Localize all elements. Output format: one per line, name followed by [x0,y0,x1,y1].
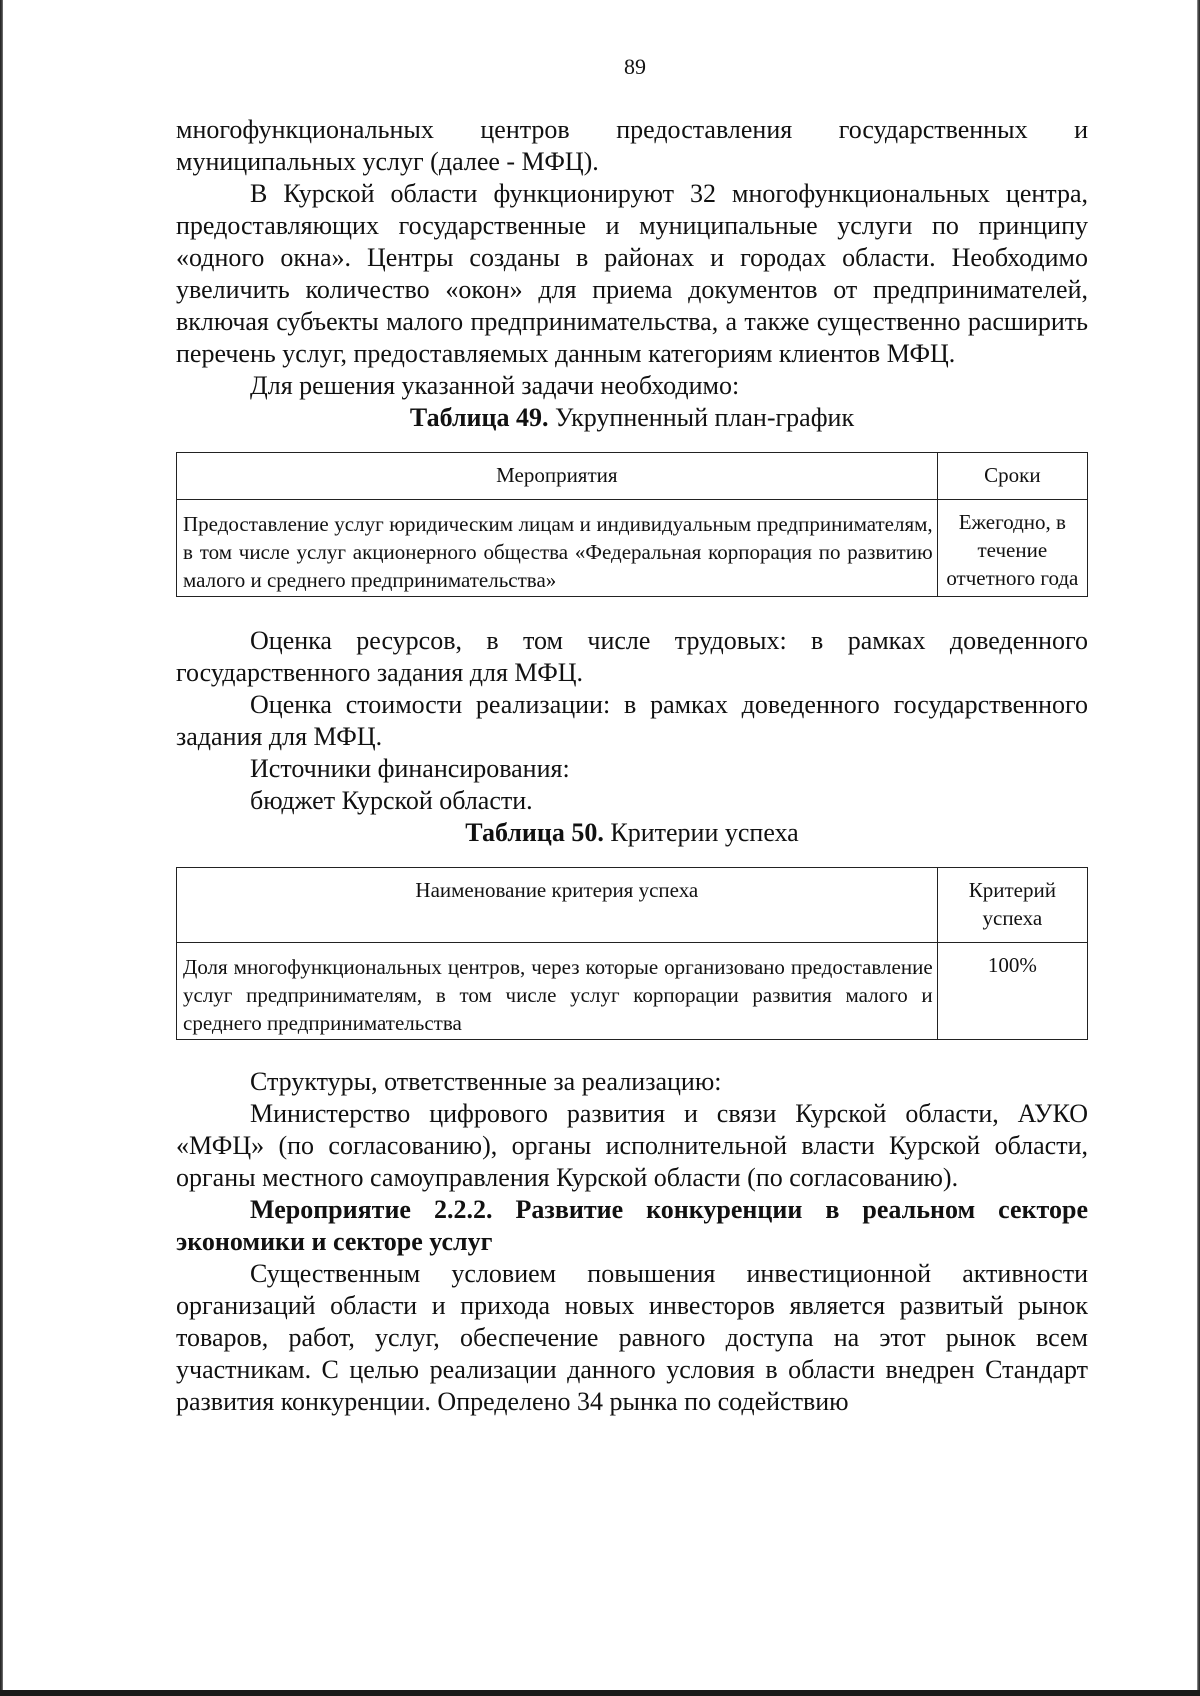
paragraph-task-lead: Для решения указанной задачи необходимо: [250,371,740,400]
table-row [177,500,1088,597]
paragraph-resources: Оценка ресурсов, в том числе трудовых: в рамках доведенного государственного задания для МФЦ. [176,626,1088,687]
page-number: 89 [624,54,646,79]
scan-left-edge [0,0,3,1696]
paragraph-responsible-list: Министерство цифрового развития и связи Курской области, АУКО «МФЦ» (по согласованию), органы исполнительной власти Курской области, органы местного самоуправления Курской области (по согласованию). [176,1099,1088,1192]
table-header-cell: Сроки [937,453,1087,500]
document-body [176,114,1088,1418]
table-50-caption-number: Таблица 50. [465,818,604,847]
paragraph-kursk-mfc: В Курской области функционируют 32 многофункциональных центра, предоставляющих государственные и муниципальные услуги по принципу «одного окна». Центры созданы в районах и городах области. Необходимо увеличить количество «окон» для приема документов от предпринимателей, включая субъекты малого предпринимательства, а также существенно расширить перечень услуг, предоставляемых данным категориям клиентов МФЦ. [176,179,1088,368]
scan-bottom-edge [0,1690,1200,1696]
section-heading: Мероприятие 2.2.2. Развитие конкуренции в реальном секторе экономики и секторе услуг [176,1195,1088,1256]
table-header-cell: Мероприятия [177,453,938,500]
table-cell-measure: Предоставление услуг юридическим лицам и индивидуальным предпринимателям, в том числе услуг акционерного общества «Федеральная корпорация по развитию малого и среднего предпринимательства» [177,500,938,597]
table-49-schedule [176,452,1088,597]
table-header-row [177,453,1088,500]
table-cell-term: Ежегодно, в течение отчетного года [937,500,1087,597]
table-50-caption-title: Критерии успеха [603,818,799,847]
table-cell-value: 100% [937,943,1087,1040]
table-49-caption [176,402,1088,434]
paragraph-mfc-intro: многофункциональных центров предоставления государственных и муниципальных услуг (далее - МФЦ). [176,115,1088,176]
table-header-cell: Наименование критерия успеха [177,868,938,943]
paragraph-funding-label: Источники финансирования: [250,754,570,783]
table-49-caption-number: Таблица 49. [409,403,549,432]
paragraph-cost: Оценка стоимости реализации: в рамках доведенного государственного задания для МФЦ. [176,690,1088,751]
table-header-row [177,868,1088,943]
table-50-caption [176,817,1088,849]
table-header-cell: Критерий успеха [937,868,1087,943]
paragraph-competition: Существенным условием повышения инвестиционной активности организаций области и прихода новых инвесторов является развитый рынок товаров, работ, услуг, обеспечение равного доступа на этот рынок всем участникам. С целью реализации данного условия в области внедрен Стандарт развития конкуренции. Определено 34 рынка по содействию [176,1259,1088,1416]
table-cell-criterion: Доля многофункциональных центров, через которые организовано предоставление услуг предпринимателям, в том числе услуг корпорации развития малого и среднего предпринимательства [177,943,938,1040]
table-50-success-criteria [176,867,1088,1040]
table-49-caption-title: Укрупненный план-график [548,403,855,432]
paragraph-responsible-label: Структуры, ответственные за реализацию: [250,1067,722,1096]
table-row [177,943,1088,1040]
paragraph-funding-source: бюджет Курской области. [250,786,533,815]
